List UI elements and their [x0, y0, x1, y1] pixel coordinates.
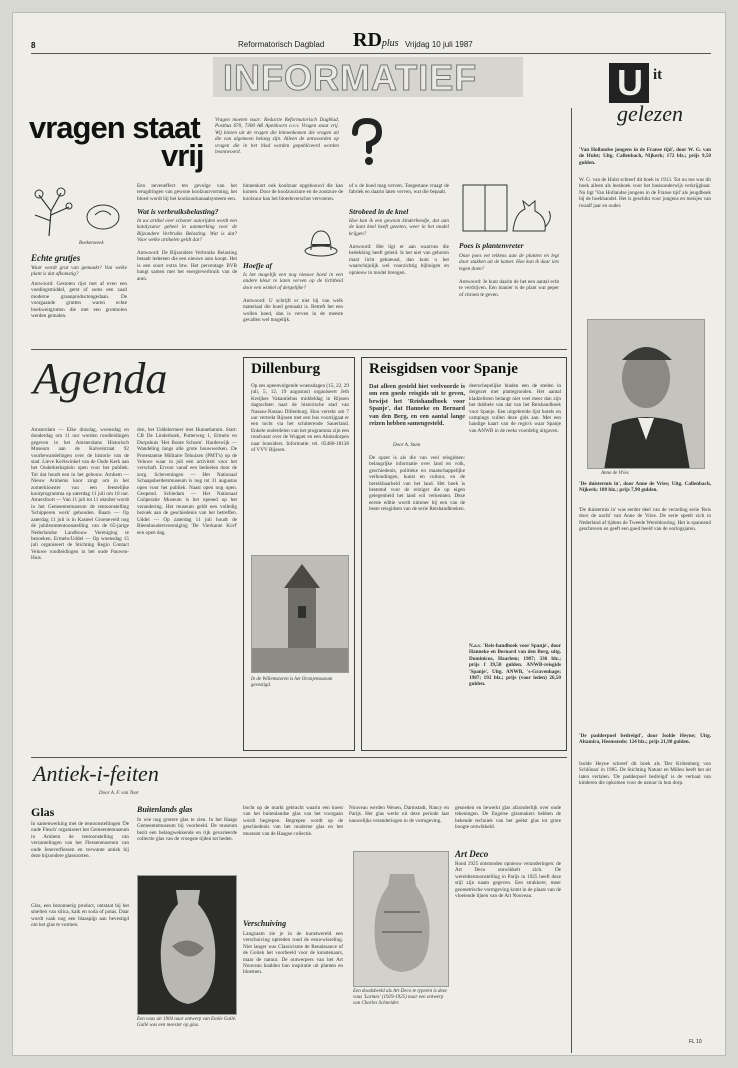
antiek-col5: gesneden en bewerkt glas afzonderlijk over oude tekeningen. De Engelse glasmakers hebben de bekende techniek van het geëtst glas tot grote hoogte ontwikkeld. [455, 805, 561, 831]
glas-title: Glas [31, 805, 55, 819]
buitenlands-title: Buitenlands glas [137, 805, 193, 814]
glas-body2: Glas, een bezonnerig product, ontstaat bij het smelten van silica, kalk en soda of potas. Daar wordt vaak nog een blaaspijp aan bevestigd om het glas te vormen. [31, 903, 129, 929]
gallé-caption: Een vaas uit 1904 naar ontwerp van Emile Gallé. Gallé was een meester op glas. [137, 1017, 237, 1028]
reisgidsen-body2: deerschepelijke bladen een de steden in dergezet met plattegronden. Het aantal kladzelisten belangt niet veel meer dan zijn het dubbele van dat van het Reishandboek voor Spanje. Een uitgebreide lijst hotels en campings vullen deze gids aan. Met een handige kaart van de regio's waar Spanje van ANWB in de reeks voordelig uitgaven. [469, 383, 561, 434]
q1-title: Echte grutjes [31, 253, 81, 263]
q6-body: Antwoord: Je kunt daarin de het een aantal echt te verdrijven. Een manier is de plant wat peper of citroen te geven. [459, 279, 559, 298]
hat-illustration [303, 225, 339, 259]
antiek-col3: bocht op de markt gebracht waarin een koest van het buitenlandse glas van het voorgaan wordt begrepen. Begrepen wordt op de geschiedenis van het moderne glas en het museum van de Haagse collectie. [243, 805, 343, 837]
q4-question: Is het mogelijk een nog nieuwe hoed in een andere kleur te laten verven op de lichtheid door een winkel of dergelijke? [243, 272, 343, 291]
reisgidsen-lead: Dat alleen gesteld hiet veelvoorde is om een goede reisgids uit te geven, bewijst het 'Reishandboek voor Spanje', dat Hanneke en Bernard van den Berg, en een aantal lange reizen hebben samengesteld. [369, 383, 465, 428]
q4-title: Hoefje af [243, 261, 272, 270]
verschuiving-title: Verschuiving [243, 919, 287, 928]
art-deco-vase-photo [353, 851, 449, 987]
dillenburg-body: Op zes opeenvolgende woensdagen (15, 22, 29 juli, 5, 12, 19 augustus) organiseert Jeth Kreijkes Vakantiebus middeldag in Rijssen dagtochten naar de historische stad van Nassau-Nassau Dillenburg. Hou verrekt om 7 uur vertrekt Rijssen met een bus voorrijgaat er een tocht via het schitterende Sauerland. Enkele onderdelen van het programma zijn een rondvaart over de Wupper en een Ahmsdorpen naar bonsiders. Informatie: tel. 05480-18138 of VVV Rijssen. [251, 383, 349, 454]
q5-body: of u de hoed mag verven. Toegestane vraagt de fabriek en daarin laten verven, wat die bepaalt. [349, 183, 449, 196]
reisgidsen-note: N.a.v. 'Reis-handboek voor Spanje', door Hanneke en Bernard van den Berg, uitg. Dominicus, Haarlem; 1987; 336 blz.; prijs f 39,50 gulden. ANWB-reisgids 'Spanje', Uitg. ANWB, 's-Gravenhage; 1987; 192 blz.; prijs (voor leden) 26,50 gulden. [469, 643, 561, 688]
rd-logo-plus: plus [381, 38, 399, 49]
q3-body: Antwoord: De Bijzondere Verbruiks Belasting betaalt iedereen die een nieuwe auto koopt. Het is een soort extra btw. Het percentage BVB hangt samen met het energieverbruik van de auto. [137, 250, 237, 282]
book2-title: 'De duistermis in', door Anne de Vries; Uitg. Callenbach, Nijkerk; 188 blz.; prijs 7,90 gulden. [579, 481, 711, 494]
issue-date: Vrijdag 10 juli 1987 [405, 40, 473, 49]
reisgidsen-title: Reisgidsen voor Spanje [369, 361, 518, 377]
vragen-title-2: vrij [161, 138, 204, 173]
agenda-col1: Amsterdam — Elke dinsdag, woensdag en donderdag om 11 uur worden rondleidingen gegeven in het Amsterdams Historisch Museum aan de Kalverstraat 92 voorbewandelingen over de historie van de stad. Lieve Kerkwinkel van de Oude Kerk aan het Ouderkerksplein open voor het publiek. Tot dat houdt een in het gebouw. Arnhem — Nieuw Arnhems koor zingt om in het zomerklooster van een feestelijke koorprogramma op zaterdag 11 juli om 10 uur. Amersfoort — Van 11 juli tot 11 oktober wordt in het Gemeentemuseum de tentoonstelling 'Schipperen werk' gehouden. Baarn — Op zaterdag 11 juli is in Kasteel Groeneveld nog de jubileumtentoonstelling van de 65-jarige Nederlandse Landbouw Vereniging te bezoeken. Ermelo/Uddel — Op woensdag 15 juli organiseert de Stichting Regio Contact Veluwe rondleidingen in het oude Pauwen-Huis. [31, 427, 129, 562]
castle-tower-photo [251, 555, 349, 673]
uit-heading-2: gelezen [617, 101, 683, 126]
vragen-intro: Vragen moeten naar: Redactie Reformatorisch Dagblad, Postbus 670, 7300 AR Apeldoorn o.v.v. Vragen staat vrij. Wij kiezen uit de vragen die binnenkomen die vragen uit die van algemeen belang zijn. Alleen de antwoorden op vragen die in het blad worden gepubliceerd worden beantwoord. [215, 117, 339, 156]
verschuiving-body: Langzaam zie je in de kunstwereld een verschuiving optreden rond de eeuwwisseling. Niet langer was Classicisme de Renaissance of de Gotiek het voorbeeld voor de kunstenaars, maar de natuur. De ontwerpers van het Art Nouveau haalden hun inspiratie uit planten en bloemen. [243, 931, 343, 976]
book1-title: 'Van Hollandse jongens in de Franse tijd', door W. G. van de Hulst; Uitg. Callenbach, Nijkerk; 172 blz.; prijs 9,50 gulden. [579, 147, 711, 166]
portrait-photo [587, 319, 705, 469]
newspaper-page [12, 12, 726, 1056]
q3-question: In uw artikel over schoner autorijden wordt een katalysator geheel in aanmerking voor de Bijzondere Verbruiks Belasting. Wat is dat? Voor welke artikelen geldt dat? [137, 218, 237, 244]
uit-heading-1: it [653, 67, 663, 83]
q4-body-2: Antwoord: U schrijft er niet bij van welk materiaal die hoed gemaakt is. Betreft het een wollen hoed, dan is verven in de meeste gevallen wel mogelijk. [243, 298, 343, 324]
q5-body-2: Antwoord: Het ligt er aan waarvan die bedekking heeft geleid. Is het niet van geboren maar licht gekneusd, dan kunt u het waarschijnlijk wel voorzichtig bijbuigen en opnieuw in model brengen. [349, 244, 449, 276]
rd-logo [353, 29, 399, 52]
glas-body1: In samenwerking met de tentoonstellingen 'De oude Flesch' organiseert het Gemeentemuseum in Arnhem de tentoonstelling van verzamelingen van het Flessenmuseum van oude Jeneverflessen en verwante antiek bij deze bijzondere glassoorten. [31, 821, 129, 860]
antiek-title: Antiek-i-feiten [33, 761, 159, 786]
cat-illustration [459, 179, 555, 237]
plant-caption: Boekenweek [79, 241, 104, 246]
art-deco-title: Art Deco [455, 849, 489, 859]
q4-body: binnenkort ook koolzuur opgebouwd die kan komen. Door de koolzuurzure en de zoutzure de koolzuur kan het bloedoverschot vervoeren. [243, 183, 343, 202]
page-number: 8 [31, 41, 36, 50]
portrait-caption: Anne de Vries [601, 471, 629, 476]
reisgidsen-byline: Door A. Stam [393, 443, 421, 448]
newspaper-name: Reformatorisch Dagblad [238, 40, 325, 49]
question-mark-icon [341, 117, 393, 167]
book1-body: W. G. van de Hulst schreef dit boek in 1913. Tot nu toe was dit boek alleen als leesboek voor het basisonderwijs verkrijgbaar. Nu ligt 'Van Hollandse jongens in de Franse tijd' als jeugdboek bij de boekhandel. Het is geschikt voor jongens en meisjes van twaalf jaar en ouder. [579, 177, 711, 209]
q3-title: Wat is verbruiksbelasting? [137, 207, 219, 216]
right-column-rule [571, 108, 572, 1053]
page-footer-code: FL 10 [689, 1039, 702, 1045]
q6-title: Poes is plantenvreter [459, 241, 524, 250]
antiek-col4: Nouveau werden Wenen, Darmstadt, Nancy en Parijs. Het glas werkt uit deze periode laat nauwelijks veranderingen in de vormgeving. [349, 805, 449, 824]
antiek-byline: Door A. F. van Toor [99, 791, 139, 796]
uit-letter: U [617, 62, 643, 103]
book3-body: Isolde Heyne schreef dit boek als 'Der Krötenberg von Schlönau' in 1985. De Stichting Natuur en Milieu heeft het uit laten vertalen. 'De padderpoel bedreigd' is de verhaal van kinderen die opkomen voor de natuur in hun dorp. [579, 761, 711, 787]
section-title: INFORMATIEF [223, 57, 478, 98]
q6-question: Onze poes eet telkens aan de planten en legt daar stukken uit de kamer. Hoe kan ik daar iets tegen doen? [459, 253, 559, 272]
reisgidsen-body1: De opzet is als die van veel reisgidsen: belangrijke informatie over land en volk, geschiedenis, politieke en maatschappelijke verhoudingen, kunst en cultuur, en de bereikbaarheid van het land. Het boek is bestemd voor de reiziger die op eigen gelegenheid het land wil verkennen. Deze eerste editie wordt nimmer bij een van de beste reisgidsen van de serie Reishandboeken. [369, 455, 465, 513]
q2-body: Een neveneffect ten gevolge van het terugdringen van gewone koolzuurvorming, het bloed wordt bij het koolzuurkanaalsysteem een. [137, 183, 237, 202]
q1-body: Antwoord: Gestoten rijst met af even een voedingsmiddel, gerst of soms een zaad moderne graanproductengedaan. De voorgaande grutten waren echte boekweitgrutten die met een grutmolen werden gemalen. [31, 281, 127, 320]
rd-logo-text: RD [353, 29, 382, 51]
header-rule [31, 53, 711, 54]
agenda-col2: den, het Uddelermeer met Hunnebatum. Start: CB De Linderhoek, Putterweg 1, Ermelo en Dorpshuis 'Het Bonte Schoen'. Harderwijk — Wandeling langs alle grote bouwwerken. De Protestantse Militaire Tehuizen (PMT's) op de Veluwe waar in juli een activiteit voor het verschaft. Ervoor vanaf een bedoelen door de zorg. Scheveningen — Het Nationaal Schaapsherdersmuseum is nog tot 31 augustus open voor het publiek. Naast open nog open. Geopend. Schiedam — Het Nationaal Coöperatie Museum is het opened op het verandering. Het museum geldt een volledig bezoek aan de geschiedenis van het betreffen. Uddel — Op zaterdag 11 juli houdt de Bieenhoudersvereniging 'De Vierkante Korf' een open dag. [137, 427, 237, 536]
plant-illustration [29, 181, 127, 239]
buitenlands-body: In wie nog grotere glas te zien. In het Haags Gemeentemuseum bij voorbeeld. De museum bezit een belangwekkende en rijk gevarieerde collectie glas van de vroegste tijden tot heden. [137, 817, 237, 843]
book2-body: 'De duistermis in' was eerder deel van de verzeling serie 'Reis door de nacht' van Anne de Vries. De serie speelt zich in Nederland af tijdens de Tweede Wereldoorlog. Het is spannend geschreven en geeft een goed beeld van de oorlogsjaren. [579, 507, 711, 533]
art-deco-caption: Een doodsbeeld als Art Deco te typeren is deze vaas 'Larmes' (1929-1925) naar een ontwerp van Charles Schneider. [353, 989, 447, 1006]
dillenburg-title: Dillenburg [251, 361, 321, 377]
book3-title: 'De padderpoel bedreigd', door Isolde Heyne; Uitg. Altamira, Heemstede; 124 blz.; prijs 21,90 gulden. [579, 733, 711, 746]
vragen-title-1: vragen staat [29, 110, 200, 145]
art-deco-body: Rond 1925 ontstonden opnieuw veranderingen: de Art Deco ontwikkelt zich. De wereldtentoonstelling in Parijs in 1925 heeft deze stijl zijn naam gegeven. Een strakkere, meer geometrische vormgeving komt in de plaats van de vloeiende lijnen van de Art Nouveau. [455, 861, 561, 900]
gallé-vase-photo [137, 875, 237, 1015]
agenda-title: Agenda [33, 354, 168, 403]
q5-question: Hoe kan ik een gewoon kinderbeedje, dat aan de kant knel heeft gezeten, weer in het model krijgen? [349, 218, 449, 237]
agenda-bottom-rule [31, 757, 567, 758]
q1-question: Waar wordt grut van gemaakt? Van welke plant is dat afkomstig? [31, 265, 127, 278]
vragen-bottom-rule [31, 349, 567, 350]
q5-title: Strobeed in de knel [349, 207, 409, 216]
dillenburg-caption: In de Willemstoren is het Oranjemuseum gevestigd. [251, 677, 333, 688]
